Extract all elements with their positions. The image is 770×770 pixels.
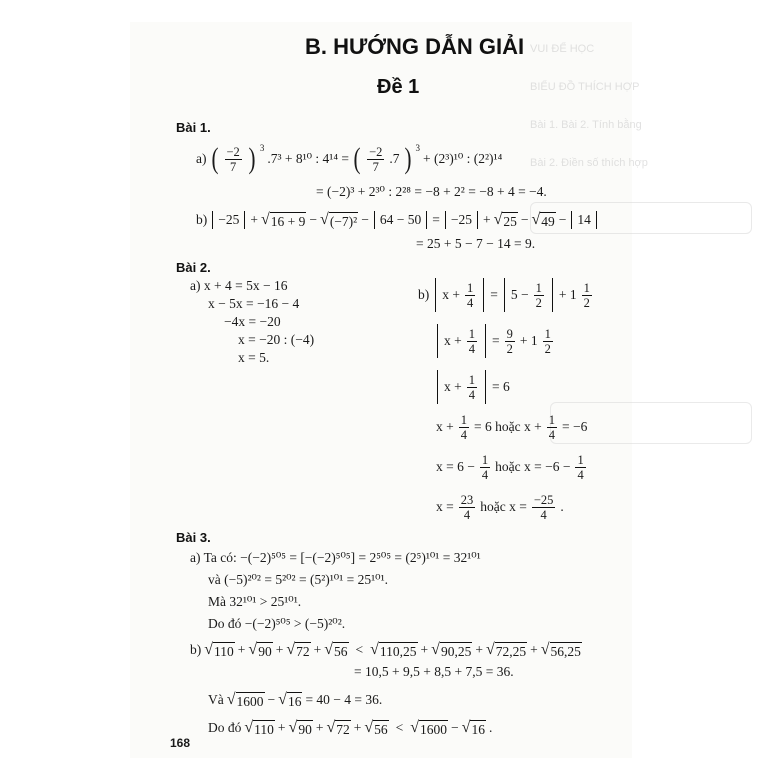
term: + 1 [519, 333, 538, 348]
term: x + [442, 287, 460, 302]
operator: = [492, 333, 500, 348]
square-root: √ 110 [244, 718, 274, 737]
square-root: √ 90 [248, 640, 272, 659]
expression: hoặc x = −6 − [495, 459, 571, 474]
radicand: 1600 [236, 693, 264, 709]
expression: + (2³)¹⁰ : (2²)¹⁴ [423, 151, 503, 166]
denominator: 4 [468, 387, 475, 402]
square-root: √ 49 [531, 210, 555, 229]
abs-bar [485, 370, 486, 404]
term: x = 6 − [436, 459, 475, 474]
radicand: 1600 [420, 721, 448, 737]
radicand: 72,25 [495, 643, 527, 659]
numerator: 1 [467, 280, 474, 295]
square-root: √ 110,25 [370, 640, 417, 659]
abs-bar [596, 211, 597, 229]
label: a) [196, 151, 207, 166]
numerator: 9 [506, 326, 513, 341]
bleed-line: Bài 2. Điền số thích hợp [530, 157, 648, 169]
bai2-a-line: x − 5x = −16 − 4 [208, 296, 300, 311]
radicand: 56 [334, 643, 348, 659]
abs-bar [483, 278, 484, 312]
radicand: 56,25 [550, 643, 581, 659]
abs-bar [477, 211, 478, 229]
numerator: 1 [468, 326, 475, 341]
radicand: 110 [254, 721, 274, 737]
square-root: √ 1600 [410, 718, 448, 737]
denominator: 4 [577, 467, 584, 482]
radicand: (−7)² [329, 213, 358, 229]
bai2-b-line4 [436, 408, 587, 446]
square-root: √ 56 [364, 718, 388, 737]
denominator: 4 [460, 427, 467, 442]
operator: + [250, 212, 258, 227]
expression: . [488, 720, 493, 735]
square-root: √ 16 [461, 718, 485, 737]
expression: . [560, 499, 564, 514]
abs-bar [437, 370, 438, 404]
term: x = [436, 499, 454, 514]
textbook-page [130, 22, 648, 758]
denominator: 2 [544, 341, 551, 356]
bai1-b-line1 [196, 208, 599, 232]
left-paren: ( [211, 142, 218, 175]
denominator: 4 [548, 427, 555, 442]
operator: − [520, 212, 529, 227]
section-title: B. HƯỚNG DẪN GIẢI [305, 34, 525, 59]
numerator: 1 [548, 412, 555, 427]
exam-title: Đề 1 [377, 76, 420, 98]
label: b) [418, 287, 430, 302]
page-number: 168 [170, 736, 191, 750]
operator: = [432, 212, 440, 227]
numerator: 1 [468, 372, 475, 387]
bleed-line: BIỂU ĐỒ THÍCH HỢP [530, 81, 640, 93]
radicand: 72 [336, 721, 350, 737]
operator: = [490, 287, 498, 302]
numerator: 1 [481, 452, 489, 467]
fraction [575, 453, 585, 482]
denominator: 4 [467, 295, 474, 310]
fraction [467, 373, 477, 402]
abs-bar [374, 211, 375, 229]
bai3-title: Bài 3. [176, 530, 211, 545]
radicand: 25 [503, 213, 517, 229]
radicand: 72 [296, 643, 310, 659]
radicand: 16 [287, 693, 302, 709]
square-root: √ 16 + 9 [261, 210, 306, 229]
operator: − [309, 212, 318, 227]
abs-bar [504, 278, 505, 312]
radicand: 16 + 9 [270, 213, 306, 229]
operator: + [482, 212, 491, 227]
term: 5 − [510, 287, 529, 302]
bleed-line: VUI ĐỂ HỌC [530, 43, 595, 55]
fraction [367, 145, 384, 174]
denominator: 2 [535, 295, 542, 310]
fraction [459, 493, 476, 522]
expression: = 6 [492, 379, 510, 394]
fraction [505, 327, 515, 356]
term: x + [436, 419, 454, 434]
denominator: 7 [372, 159, 379, 174]
bai3-a-line: và (−5)²⁰² = 5²⁰² = (5²)¹⁰¹ = 25¹⁰¹. [208, 572, 389, 587]
abs-bar [426, 211, 427, 229]
denominator: 7 [230, 159, 237, 174]
bai3-b-line2: = 10,5 + 9,5 + 8,5 + 7,5 = 36. [354, 664, 514, 679]
numerator: 1 [460, 412, 467, 427]
term: x + [444, 333, 462, 348]
square-root: √ 72,25 [485, 640, 527, 659]
bai1-a-line1 [196, 138, 502, 180]
fraction [543, 327, 553, 356]
bai3-va-line: Và √ 1600 − √ 16 = 40 − 4 = 36. [208, 690, 383, 709]
bai2-b-line6 [436, 488, 564, 526]
square-root: √ 110 [204, 640, 234, 659]
bai2-b-line5 [436, 448, 588, 486]
radicand: 90 [258, 643, 272, 659]
show-through-text [530, 42, 770, 602]
radicand: 49 [541, 213, 555, 229]
denominator: 2 [583, 295, 590, 310]
denominator: 4 [540, 507, 547, 522]
square-root: √ 56 [324, 640, 348, 659]
expression: = −6 [561, 419, 588, 434]
abs-bar [571, 211, 572, 229]
abs-bar [437, 324, 438, 358]
term: 64 − 50 [379, 212, 422, 227]
fraction [467, 327, 477, 356]
operator: < [395, 720, 404, 735]
numerator: 1 [535, 280, 542, 295]
bai3-a-line: a) Ta có: −(−2)⁵⁰⁵ = [−(−2)⁵⁰⁵] = 2⁵⁰⁵ = (2⁵)¹⁰¹ = 32¹⁰¹ [190, 550, 481, 565]
numerator: 1 [577, 452, 584, 467]
bai2-b-line2 [434, 322, 555, 360]
expression: = 6 hoặc x + [474, 419, 542, 434]
term: + 1 [558, 287, 577, 302]
fraction [532, 493, 556, 522]
expression: hoặc x = [480, 499, 527, 514]
bai1-a-line2: = (−2)³ + 2³⁰ : 2²⁸ = −8 + 2² = −8 + 4 = −4. [316, 184, 547, 199]
radicand: 110,25 [379, 643, 417, 659]
bai2-a-line: x = −20 : (−4) [238, 332, 315, 347]
abs-bar [552, 278, 553, 312]
fraction [459, 413, 469, 442]
bai1-title: Bài 1. [176, 120, 211, 135]
operator: − [558, 212, 567, 227]
abs-bar [485, 324, 486, 358]
square-root: √ (−7)² [320, 210, 358, 229]
operator: − [361, 212, 369, 227]
abs-bar [244, 211, 245, 229]
fraction [225, 145, 242, 174]
denominator: 4 [481, 467, 489, 482]
square-root: √ 72 [286, 640, 310, 659]
denominator: 4 [463, 507, 471, 522]
square-root: √ 90 [288, 718, 312, 737]
square-root: √ 56,25 [540, 640, 581, 659]
radicand: 56 [374, 721, 388, 737]
radicand: 110 [214, 643, 234, 659]
denominator: 2 [506, 341, 513, 356]
numerator: 23 [460, 492, 474, 507]
numerator: 1 [544, 326, 551, 341]
bai3-a-line: Do đó −(−2)⁵⁰⁵ > (−5)²⁰². [208, 616, 346, 631]
bleed-line: Bài 1. Bài 2. Tính bằng [530, 119, 642, 131]
term: 14 [577, 212, 591, 227]
numerator: −2 [226, 144, 240, 159]
denominator: 4 [468, 341, 475, 356]
fraction [547, 413, 557, 442]
square-root: √ 90,25 [431, 640, 472, 659]
bai2-a-line: x = 5. [238, 350, 270, 365]
abs-bar [445, 211, 446, 229]
numerator: 1 [583, 280, 590, 295]
bai2-a-line: −4x = −20 [224, 314, 281, 329]
right-paren: ) [248, 142, 256, 175]
bai2-a-line: a) x + 4 = 5x − 16 [190, 278, 288, 293]
label: b) [190, 642, 202, 657]
right-paren: ) [404, 142, 411, 175]
bai2-title: Bài 2. [176, 260, 211, 275]
fraction [534, 281, 544, 310]
numerator: −2 [369, 144, 383, 159]
radicand: 90 [298, 721, 312, 737]
label: b) [196, 212, 208, 227]
fraction [480, 453, 490, 482]
label: Và [208, 692, 224, 707]
fraction [582, 281, 592, 310]
square-root: √ 1600 [226, 690, 264, 709]
square-root: √ 72 [326, 718, 350, 737]
numerator: −25 [533, 492, 554, 507]
abs-bar [212, 211, 213, 229]
operator: < [355, 642, 364, 657]
square-root: √ 25 [493, 210, 517, 229]
term: −25 [450, 212, 472, 227]
expression: .7³ + 8¹⁰ : 4¹⁴ = [267, 151, 350, 166]
exponent: 3 [415, 143, 420, 153]
bai2-b-line3 [434, 368, 510, 406]
term: x + [444, 379, 462, 394]
square-root: √ 16 [278, 690, 302, 709]
radicand: 16 [471, 721, 485, 737]
radicand: 90,25 [440, 643, 472, 659]
bai1-b-line2: = 25 + 5 − 7 − 14 = 9. [416, 236, 536, 251]
fraction [465, 281, 475, 310]
bai2-b-line1 [418, 276, 594, 314]
left-paren: ( [353, 142, 361, 175]
bai3-dodo-line: Do đó √ 110 + √ 90 + √ 72 + √ 56 < √ 1600 − √ 16 . [208, 718, 493, 737]
label: Do đó [208, 720, 242, 735]
bai3-b-line1: b) √ 110 + √ 90 + √ 72 + √ 56 < √ 110,25 + √ 90,25 + √ 72,25 + √ 56,25 [190, 640, 581, 659]
expression: = 40 − 4 = 36. [305, 692, 383, 707]
expression: .7 [389, 151, 400, 166]
abs-bar [435, 278, 436, 312]
bai3-a-line: Mà 32¹⁰¹ > 25¹⁰¹. [208, 594, 302, 609]
exponent: 3 [259, 143, 265, 153]
term: −25 [218, 212, 240, 227]
